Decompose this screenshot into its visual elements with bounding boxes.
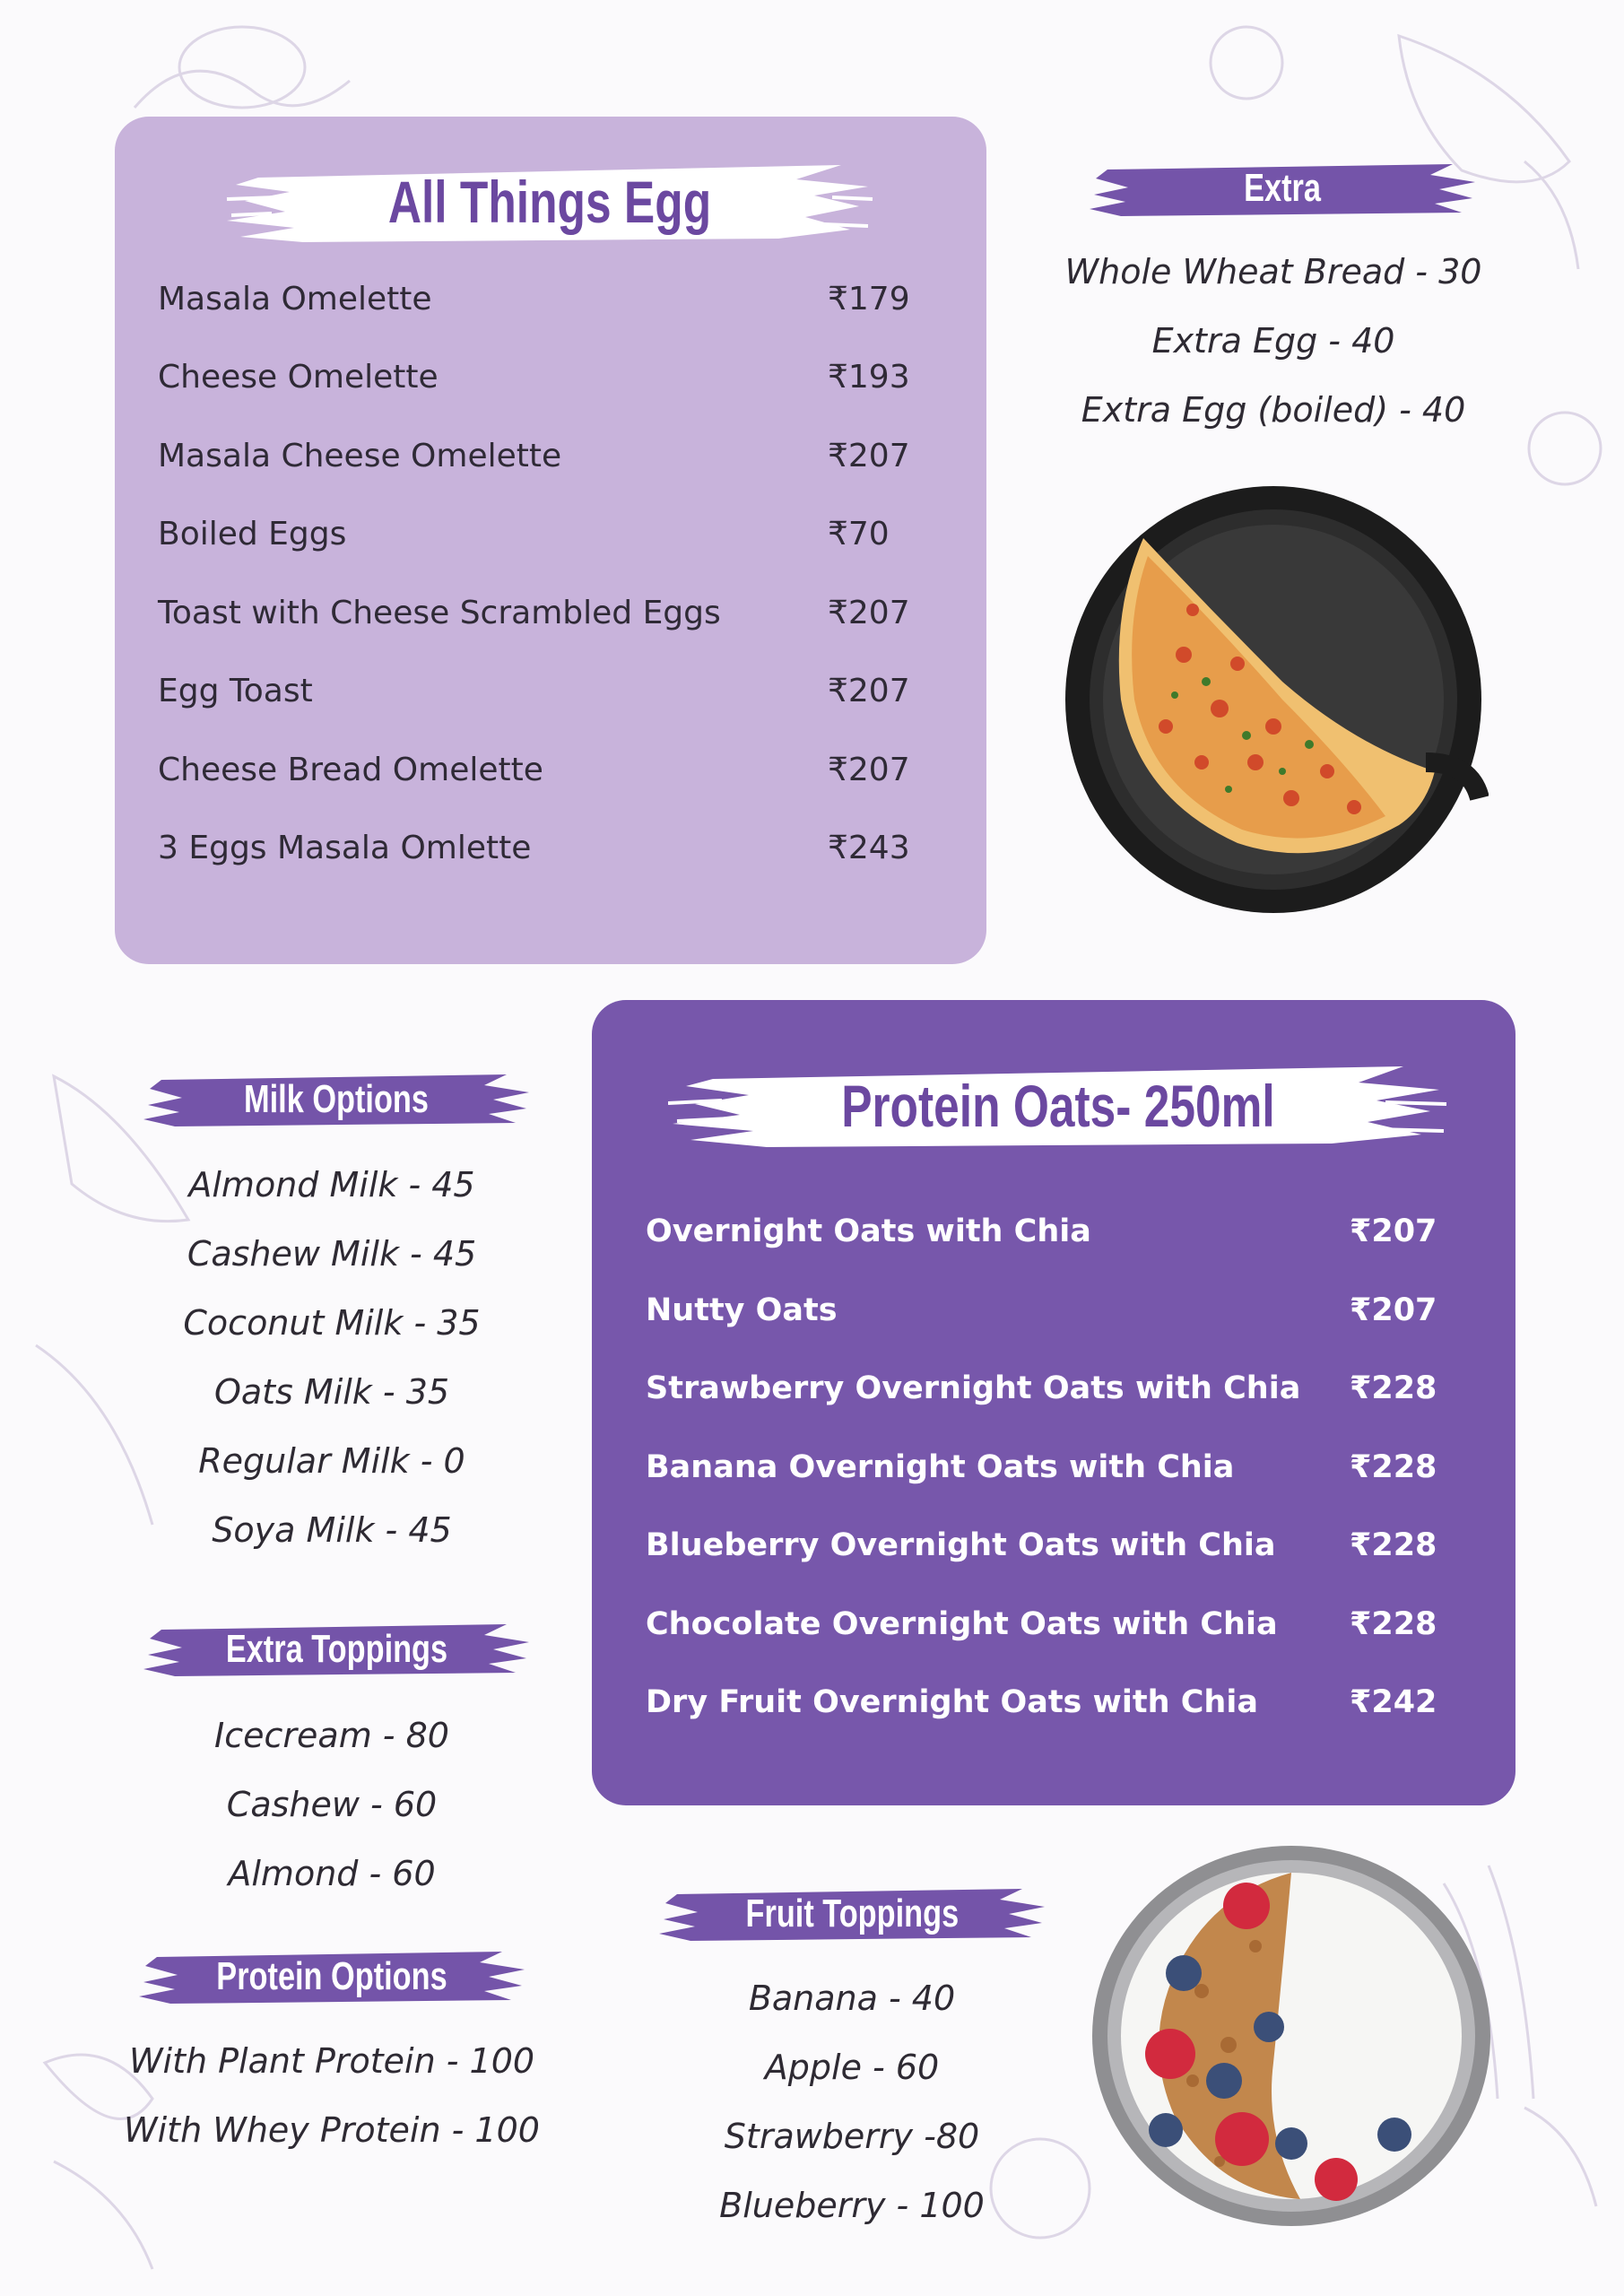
item-name: Chocolate Overnight Oats with Chia bbox=[646, 1606, 1278, 1642]
extra-item: Whole Wheat Bread - 30 bbox=[1064, 252, 1482, 291]
extra-list bbox=[1031, 238, 1515, 445]
item-price: ₹228 bbox=[1350, 1370, 1437, 1406]
item-name: Masala Omelette bbox=[158, 281, 432, 317]
milk-list bbox=[108, 1151, 556, 1565]
fruit-title: Fruit Toppings bbox=[745, 1892, 959, 1935]
menu-row bbox=[592, 1292, 1515, 1346]
item-price: ₹228 bbox=[1350, 1449, 1437, 1485]
item-name: Dry Fruit Overnight Oats with Chia bbox=[646, 1684, 1258, 1720]
item-price: ₹242 bbox=[1350, 1684, 1437, 1720]
menu-row bbox=[592, 1370, 1515, 1424]
fruit-item: Apple - 60 bbox=[764, 2048, 940, 2087]
item-name: Banana Overnight Oats with Chia bbox=[646, 1449, 1235, 1485]
item-name: Cheese Bread Omelette bbox=[158, 752, 543, 788]
item-price: ₹207 bbox=[1350, 1292, 1437, 1328]
item-name: Cheese Omelette bbox=[158, 359, 439, 396]
egg-title-banner bbox=[222, 152, 877, 251]
egg-menu-card bbox=[115, 117, 986, 964]
item-name: Nutty Oats bbox=[646, 1292, 838, 1328]
extra-title: Extra bbox=[1244, 166, 1321, 210]
protein-item: With Whey Protein - 100 bbox=[124, 2110, 540, 2150]
milk-item: Regular Milk - 0 bbox=[198, 1441, 465, 1481]
item-price: ₹207 bbox=[1350, 1213, 1437, 1249]
item-name: Toast with Cheese Scrambled Eggs bbox=[158, 595, 721, 631]
toppings-title: Extra Toppings bbox=[225, 1627, 447, 1671]
item-price: ₹228 bbox=[1350, 1527, 1437, 1563]
menu-row bbox=[592, 1213, 1515, 1267]
milk-banner bbox=[139, 1067, 534, 1132]
menu-row bbox=[115, 516, 986, 570]
item-name: Egg Toast bbox=[158, 673, 313, 709]
extra-banner bbox=[1085, 157, 1480, 220]
item-price: ₹207 bbox=[828, 438, 910, 474]
item-price: ₹207 bbox=[828, 673, 910, 709]
menu-row bbox=[115, 438, 986, 491]
topping-item: Icecream - 80 bbox=[214, 1716, 449, 1755]
item-name: Strawberry Overnight Oats with Chia bbox=[646, 1370, 1301, 1406]
fruit-item: Banana - 40 bbox=[748, 1979, 956, 2018]
menu-row bbox=[115, 752, 986, 805]
menu-row bbox=[115, 359, 986, 413]
menu-row bbox=[115, 830, 986, 883]
menu-row bbox=[115, 673, 986, 726]
menu-row bbox=[592, 1606, 1515, 1660]
protein-banner bbox=[135, 1944, 529, 2009]
item-price: ₹193 bbox=[828, 359, 910, 396]
item-name: Overnight Oats with Chia bbox=[646, 1213, 1091, 1249]
item-price: ₹207 bbox=[828, 595, 910, 631]
item-price: ₹207 bbox=[828, 752, 910, 788]
item-price: ₹228 bbox=[1350, 1606, 1437, 1642]
protein-list bbox=[108, 2027, 556, 2165]
item-price: ₹243 bbox=[828, 830, 910, 866]
menu-row bbox=[592, 1684, 1515, 1738]
topping-item: Cashew - 60 bbox=[226, 1785, 438, 1824]
menu-row bbox=[115, 281, 986, 335]
fruit-item: Blueberry - 100 bbox=[719, 2186, 985, 2225]
item-name: Masala Cheese Omelette bbox=[158, 438, 562, 474]
fruit-banner bbox=[655, 1882, 1049, 1946]
menu-row bbox=[592, 1527, 1515, 1581]
item-name: Blueberry Overnight Oats with Chia bbox=[646, 1527, 1276, 1563]
oats-title-banner bbox=[668, 1054, 1448, 1157]
oats-title: Protein Oats- 250ml bbox=[841, 1072, 1275, 1139]
item-price: ₹179 bbox=[828, 281, 910, 317]
fruit-list bbox=[628, 1964, 1076, 2240]
milk-title: Milk Options bbox=[244, 1077, 429, 1121]
menu-row bbox=[592, 1449, 1515, 1503]
egg-title: All Things Egg bbox=[387, 169, 712, 235]
toppings-list bbox=[108, 1701, 556, 1909]
menu-row bbox=[115, 595, 986, 648]
topping-item: Almond - 60 bbox=[228, 1854, 436, 1893]
milk-item: Cashew Milk - 45 bbox=[187, 1234, 477, 1274]
item-name: Boiled Eggs bbox=[158, 516, 347, 552]
oats-menu-card bbox=[592, 1000, 1515, 1805]
item-name: 3 Eggs Masala Omlette bbox=[158, 830, 532, 866]
fruit-item: Strawberry -80 bbox=[724, 2117, 980, 2156]
milk-item: Soya Milk - 45 bbox=[212, 1510, 452, 1550]
extra-item: Extra Egg (boiled) - 40 bbox=[1081, 390, 1466, 430]
extra-item: Extra Egg - 40 bbox=[1151, 321, 1395, 361]
protein-item: With Plant Protein - 100 bbox=[128, 2041, 535, 2081]
oats-bowl-image bbox=[1085, 1839, 1498, 2233]
toppings-banner bbox=[139, 1617, 534, 1682]
protein-title: Protein Options bbox=[216, 1954, 447, 1998]
omelette-pan-image bbox=[1058, 475, 1489, 924]
milk-item: Coconut Milk - 35 bbox=[183, 1303, 481, 1343]
milk-item: Oats Milk - 35 bbox=[213, 1372, 450, 1412]
milk-item: Almond Milk - 45 bbox=[188, 1165, 475, 1205]
item-price: ₹70 bbox=[828, 516, 890, 552]
